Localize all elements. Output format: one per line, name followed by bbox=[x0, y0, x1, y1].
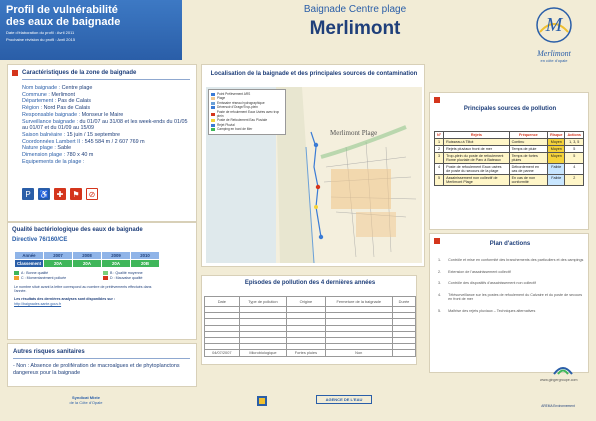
risks-rule bbox=[13, 358, 190, 359]
field-value: 15 juin / 15 septembre bbox=[66, 131, 120, 138]
source-n-cell: 2 bbox=[435, 146, 444, 153]
class-cell: 20A bbox=[44, 260, 73, 268]
map-legend-label: Emissaire réseau hydrographique bbox=[217, 100, 265, 105]
field-label: Responsable baignade : bbox=[22, 111, 82, 118]
legend-label: A : Bonne qualité bbox=[21, 271, 49, 275]
plan-item bbox=[438, 258, 584, 263]
risks-text: - Non : Absence de prolifération de macroalgues et de phytoplanctons dangereux pour la baignade bbox=[13, 363, 180, 376]
sources-header-cell: Risque bbox=[548, 132, 565, 139]
plan-item-text: Contrôle et mise en conformité des branchements des particuliers et des campings bbox=[448, 258, 584, 262]
source-freq-cell: Temps de pluie bbox=[509, 146, 548, 153]
quality-panel bbox=[7, 222, 197, 340]
quality-classes-row bbox=[15, 260, 160, 268]
class-cell: 20A bbox=[102, 260, 131, 268]
table-row bbox=[435, 139, 584, 146]
title-line-2: des eaux de baignade bbox=[6, 16, 121, 28]
episode-cell: Fortes pluies bbox=[287, 350, 325, 356]
legend-label: B : Qualité moyenne bbox=[110, 271, 143, 275]
quality-link[interactable]: http://baignades.sante.gouv.fr bbox=[14, 302, 62, 306]
year-cell: 2010 bbox=[131, 252, 160, 260]
quality-link-text: Les résultats des dernières analyses sont disponibles sur : bbox=[14, 297, 116, 301]
map-legend-symbol bbox=[211, 102, 215, 105]
map-legend-label: Point Prélèvement ARS bbox=[217, 92, 251, 96]
title-line-1: Profil de vulnérabilité bbox=[6, 4, 118, 16]
years-label: Année bbox=[15, 252, 44, 260]
site-header bbox=[190, 4, 520, 40]
map-area[interactable] bbox=[206, 87, 422, 263]
source-rejet-cell: Ruisseau à Tiltot bbox=[444, 139, 509, 146]
logo-syndicat-line1: Syndicat Mixte bbox=[71, 395, 100, 400]
field-value: 545 584 m / 2 607 769 m bbox=[84, 138, 145, 145]
table-row bbox=[435, 175, 584, 186]
plan-item-text: Contrôle des dispositifs d'assainissement non collectif bbox=[448, 281, 536, 285]
map-legend-symbol bbox=[211, 106, 215, 109]
plan-item-number: 2. bbox=[438, 269, 442, 274]
merlimont-logo-icon bbox=[534, 6, 574, 44]
episodes-title: Episodes de pollution des 4 dernières années bbox=[244, 280, 376, 286]
source-freq-cell: Temps de fortes pluies bbox=[509, 153, 548, 164]
characteristic-field bbox=[22, 105, 194, 112]
site-subtitle: Baignade Centre plage bbox=[303, 4, 407, 15]
source-rejet-cell: Poste de refoulement Eaux usées de poste du secours de la plage bbox=[444, 164, 509, 175]
field-label: Région : bbox=[22, 105, 44, 112]
plan-item-text: Maîtrise des rejets pluviaux – Techniques alternatives bbox=[448, 308, 536, 313]
year-cell: 2007 bbox=[44, 252, 73, 260]
source-risk-cell: Moyen bbox=[548, 146, 565, 153]
episode-cell: 04/07/2007 bbox=[205, 350, 240, 356]
plan-item bbox=[438, 309, 584, 314]
source-rejet-cell: Trop-plein du poste de refoulement Rome pluviale de Parc à Bateaux bbox=[444, 153, 509, 164]
sources-header-cell: N° bbox=[435, 132, 444, 139]
episodes-header-cell: Fermeture de la baignade bbox=[325, 297, 392, 307]
plan-item-number: 5. bbox=[438, 308, 442, 313]
merlimont-logo bbox=[520, 6, 588, 66]
field-value: Monseur le Maire bbox=[81, 111, 124, 118]
risks-panel bbox=[7, 343, 197, 387]
logo-tagline: en côte d'opale bbox=[540, 58, 568, 63]
field-value: Sable bbox=[57, 145, 72, 152]
source-act-cell: 4 bbox=[565, 164, 584, 175]
map-legend bbox=[208, 89, 286, 135]
field-label: Commune : bbox=[22, 91, 52, 98]
field-label: Nom baignade : bbox=[22, 85, 62, 91]
legend-swatch bbox=[14, 271, 19, 275]
commune-crest-icon bbox=[250, 395, 274, 409]
ginger-logo bbox=[552, 362, 574, 376]
quality-note: Le nombre situé avant la lettre correspond au nombre de prélèvements effectués dans l'année. bbox=[14, 285, 152, 294]
characteristic-field bbox=[22, 132, 194, 139]
legend-label: C : Momentanément polluée bbox=[21, 276, 67, 281]
map-legend-symbol bbox=[211, 113, 215, 116]
field-label: Coordonnées Lambert II : bbox=[22, 138, 85, 145]
episode-cell: Non bbox=[325, 350, 392, 356]
source-freq-cell: Continu bbox=[509, 139, 548, 146]
logo-arema: AREMA Environnement bbox=[541, 404, 575, 408]
class-cell: 20A bbox=[73, 260, 102, 268]
date-elaboration: Date d'élaboration du profil : Avril 2011 bbox=[6, 30, 75, 35]
map-legend-symbol bbox=[211, 97, 215, 100]
plan-panel bbox=[429, 233, 589, 373]
header-title-block bbox=[0, 0, 182, 60]
source-risk-cell: Moyen bbox=[548, 153, 565, 164]
legend-swatch bbox=[14, 276, 19, 280]
episodes-header-cell: Durée bbox=[392, 297, 415, 307]
field-label: Dimension plage : bbox=[22, 152, 67, 159]
no-dogs-icon: ⊘ bbox=[86, 188, 98, 200]
map-panel bbox=[201, 64, 425, 267]
characteristic-field bbox=[22, 98, 194, 105]
episodes-panel bbox=[201, 275, 417, 365]
field-value: Pas de Calais bbox=[57, 98, 91, 105]
site-title: Merlimont bbox=[309, 18, 401, 39]
map-title: Localisation de la baignade et des principales sources de contamination bbox=[210, 71, 418, 77]
sources-header-cell: Fréquence bbox=[509, 132, 548, 139]
characteristics-fields bbox=[22, 85, 194, 165]
sources-title: Principales sources de pollution bbox=[463, 106, 557, 112]
plan-item-text: Télésurveillance sur les postes de refoulement du Calvaire et du poste de secours en front de mer bbox=[448, 292, 583, 301]
table-row bbox=[435, 146, 584, 153]
table-row bbox=[435, 153, 584, 164]
year-cell: 2008 bbox=[73, 252, 102, 260]
class-cell: 20B bbox=[131, 260, 160, 268]
map-legend-symbol bbox=[211, 93, 215, 96]
map-legend-label: Rejet Pluvial bbox=[217, 122, 235, 127]
legend-label: D : Mauvaise qualité bbox=[110, 276, 143, 281]
quality-years-row bbox=[15, 252, 160, 260]
field-value: du 01/07 au 31/08 et les week-ends du 01/05 au 01/07 et du 01/09 au 15/09 bbox=[22, 118, 188, 132]
characteristics-rule bbox=[22, 79, 190, 80]
episodes-table bbox=[204, 296, 416, 357]
quality-table bbox=[14, 251, 160, 268]
legend-item bbox=[103, 276, 192, 280]
plan-item bbox=[438, 270, 584, 275]
first-aid-icon: ✚ bbox=[54, 188, 66, 200]
source-act-cell: 5 bbox=[565, 146, 584, 153]
characteristic-field bbox=[22, 112, 194, 119]
quality-directive: Directive 76/160/CE bbox=[12, 237, 68, 243]
logo-syndicat bbox=[46, 395, 126, 405]
map-legend-label: Poste de Refoulement Eau Pluviale bbox=[217, 118, 268, 123]
legend-swatch bbox=[103, 276, 108, 280]
source-act-cell: 5 bbox=[565, 153, 584, 164]
wheelchair-icon: ♿ bbox=[39, 189, 49, 199]
source-act-cell: 1, 3, 5 bbox=[565, 139, 584, 146]
source-rejet-cell: Rejets pluviaux front de mer bbox=[444, 146, 509, 153]
map-legend-symbol bbox=[211, 119, 215, 122]
source-freq-cell: Débordement en cas de panne bbox=[509, 164, 548, 175]
source-risk-cell: Faible bbox=[548, 164, 565, 175]
lifeguard-flag-icon: ⚑ bbox=[70, 188, 82, 200]
sources-table bbox=[434, 131, 584, 186]
logo-letter: M bbox=[545, 14, 563, 36]
source-n-cell: 5 bbox=[435, 175, 444, 186]
class-label: Classement bbox=[15, 260, 44, 268]
characteristics-title: Caractéristiques de la zone de baignade bbox=[22, 70, 137, 76]
logo-commune bbox=[250, 395, 274, 409]
episodes-body bbox=[205, 307, 416, 357]
field-label: Département : bbox=[22, 98, 58, 105]
map-legend-label: Poste de refoulement Eaux Usées avec trop plein bbox=[216, 109, 280, 119]
source-act-cell: 2 bbox=[565, 175, 584, 186]
characteristics-bullet bbox=[12, 70, 18, 76]
plan-item-number: 3. bbox=[438, 281, 442, 285]
characteristic-field bbox=[22, 159, 194, 166]
quality-title: Qualité bactériologique des eaux de baignade bbox=[12, 227, 143, 233]
table-row bbox=[205, 350, 416, 356]
episode-cell bbox=[392, 350, 415, 356]
characteristic-field bbox=[22, 139, 194, 146]
sources-header-cell: Actions bbox=[565, 132, 584, 139]
source-n-cell: 4 bbox=[435, 164, 444, 175]
legend-item bbox=[14, 271, 103, 275]
ginger-logo-icon bbox=[552, 362, 574, 376]
plan-website[interactable]: www.gingergroupe.com bbox=[540, 378, 578, 382]
equipment-icons bbox=[22, 188, 98, 200]
source-n-cell: 1 bbox=[435, 139, 444, 146]
sources-bullet bbox=[434, 97, 440, 103]
sources-panel bbox=[429, 92, 589, 230]
legend-swatch bbox=[103, 271, 108, 275]
map-legend-item bbox=[211, 127, 283, 131]
quality-legend bbox=[14, 271, 192, 281]
source-freq-cell: En cas de non conformité bbox=[509, 175, 548, 186]
characteristic-field bbox=[22, 145, 194, 152]
sources-body bbox=[435, 139, 584, 186]
characteristic-field bbox=[22, 85, 194, 92]
map-place-label: Merlimont Plage bbox=[330, 129, 378, 137]
characteristic-field bbox=[22, 119, 194, 132]
map-legend-item bbox=[211, 110, 283, 119]
episode-cell: Microbiologique bbox=[239, 350, 287, 356]
map-legend-symbol bbox=[211, 128, 215, 131]
plan-item bbox=[438, 293, 584, 302]
episodes-header-cell: Date bbox=[205, 297, 240, 307]
legend-item bbox=[103, 271, 192, 275]
characteristic-field bbox=[22, 92, 194, 99]
map-legend-symbol bbox=[211, 124, 215, 127]
source-risk-cell: Faible bbox=[548, 175, 565, 186]
field-label: Surveillance baignade : bbox=[22, 118, 80, 125]
year-cell: 2009 bbox=[102, 252, 131, 260]
characteristics-panel bbox=[7, 64, 197, 222]
risks-title: Autres risques sanitaires bbox=[13, 349, 85, 355]
map-legend-label: Déversoir d'Orage/Trop-plein bbox=[217, 105, 258, 110]
field-value: 780 x 40 m bbox=[66, 152, 94, 159]
date-revision: Prochaine révision du profil : Avril 2015 bbox=[6, 37, 76, 42]
source-rejet-cell: Assainissement non collectif de Merlimont Plage bbox=[444, 175, 509, 186]
logo-agence-eau: AGENCE DE L'EAU bbox=[316, 395, 372, 404]
field-label: Nature plage : bbox=[22, 145, 58, 152]
field-value: Nord Pas de Calais bbox=[43, 105, 91, 112]
field-value: Centre plage bbox=[61, 85, 93, 91]
logo-syndicat-line2: de la Côte d'Opale bbox=[69, 400, 103, 405]
legend-item bbox=[14, 276, 103, 280]
parking-icon: P bbox=[22, 188, 34, 200]
characteristic-field bbox=[22, 152, 194, 159]
plan-item-number: 1. bbox=[438, 258, 442, 262]
logo-name: Merlimont bbox=[537, 49, 571, 58]
plan-title: Plan d'actions bbox=[489, 241, 531, 247]
sources-header-row bbox=[435, 132, 584, 139]
field-label: Equipements de la plage : bbox=[22, 158, 85, 165]
map-legend-label: Plage bbox=[217, 96, 226, 101]
episodes-header-cell: Type de pollution bbox=[239, 297, 287, 307]
table-row bbox=[435, 164, 584, 175]
plan-list bbox=[438, 258, 584, 320]
episodes-header-cell: Origine bbox=[287, 297, 325, 307]
map-legend-label: Camping en bord de Mer bbox=[217, 127, 253, 132]
plan-item-number: 4. bbox=[438, 292, 442, 297]
field-value: Merlimont bbox=[51, 91, 76, 98]
source-n-cell: 3 bbox=[435, 153, 444, 164]
source-risk-cell: Moyen bbox=[548, 139, 565, 146]
field-label: Saison balnéaire : bbox=[22, 131, 67, 138]
plan-item-text: Extension de l'assainissement collectif bbox=[448, 269, 511, 274]
episodes-header-row bbox=[205, 297, 416, 307]
sources-header-cell: Rejets bbox=[444, 132, 509, 139]
plan-item bbox=[438, 281, 584, 286]
